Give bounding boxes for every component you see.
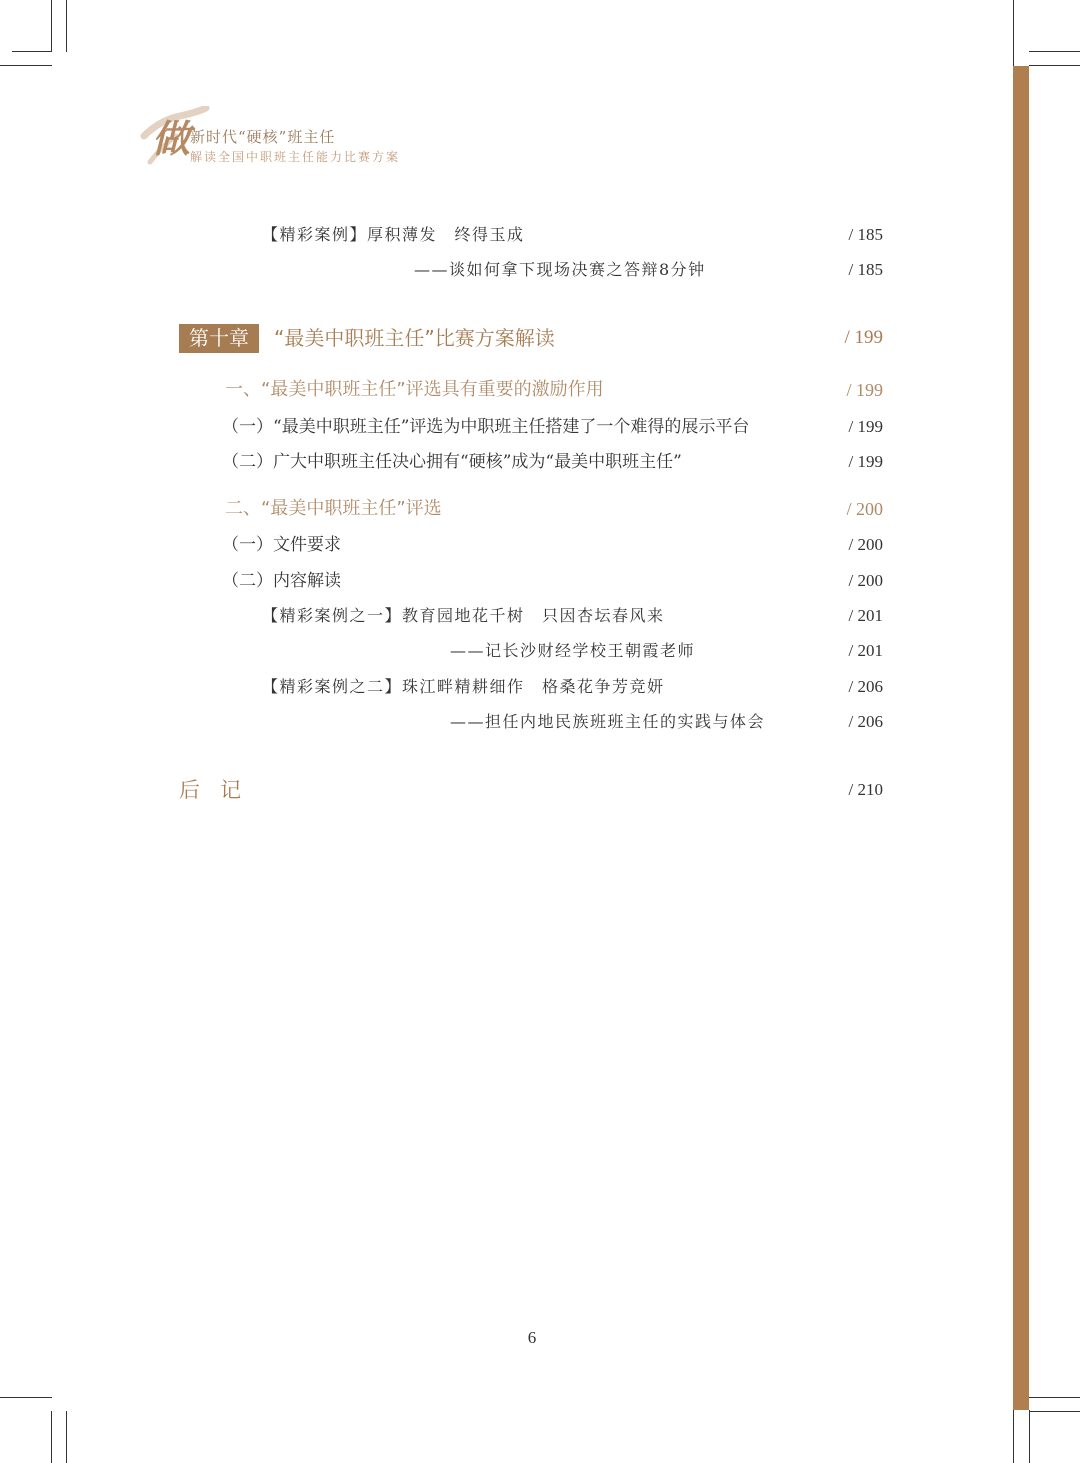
running-header: [140, 104, 440, 174]
crop-mark: [0, 1397, 52, 1398]
toc-subsection-entry[interactable]: [0, 530, 1080, 560]
toc-section-entry[interactable]: [0, 375, 1080, 405]
crop-mark: [66, 0, 67, 52]
toc-entry-page: / 206: [848, 712, 883, 731]
crop-mark: [1029, 51, 1080, 52]
section-page: / 200: [846, 499, 883, 519]
header-logo-char: 做: [152, 116, 191, 161]
subsection-title: （一）“最美中职班主任”评选为中职班主任搭建了一个难得的展示平台: [222, 417, 750, 437]
toc-entry[interactable]: [0, 220, 1080, 250]
crop-mark: [12, 51, 52, 52]
chapter-title: “最美中职班主任”比赛方案解读: [274, 326, 555, 350]
toc-subsection-entry[interactable]: [0, 412, 1080, 442]
crop-mark: [1029, 1410, 1030, 1463]
toc-chapter-entry[interactable]: [0, 323, 1080, 353]
toc-entry-label: 【精彩案例之一】教育园地花千树 只因杏坛春风来: [262, 606, 665, 625]
toc-entry-label: ——谈如何拿下现场决赛之答辩8分钟: [414, 260, 706, 279]
crop-mark: [1029, 1411, 1080, 1412]
afterword-title: 后记: [179, 778, 261, 802]
toc-entry[interactable]: [0, 255, 1080, 285]
crop-mark: [1013, 1410, 1014, 1463]
subsection-title: （二）内容解读: [222, 571, 341, 591]
subsection-title: （一）文件要求: [222, 535, 341, 555]
toc-entry-label: ——担任内地民族班班主任的实践与体会: [450, 712, 766, 731]
toc-entry-page: / 185: [848, 260, 883, 279]
header-series-title: 新时代“硬核”班主任: [190, 128, 336, 146]
crop-mark: [1029, 1397, 1080, 1398]
toc-subsection-entry[interactable]: [0, 447, 1080, 477]
toc-entry-label: ——记长沙财经学校王朝霞老师: [450, 641, 696, 660]
crop-mark: [66, 1411, 67, 1463]
toc-entry-page: / 201: [848, 606, 883, 625]
crop-mark: [51, 0, 52, 52]
subsection-page: / 200: [848, 535, 883, 554]
chapter-badge: 第十章: [179, 324, 259, 353]
toc-entry[interactable]: [0, 636, 1080, 666]
toc-entry[interactable]: [0, 601, 1080, 631]
subsection-page: / 199: [848, 417, 883, 436]
crop-mark: [51, 1411, 52, 1463]
toc-entry-page: / 206: [848, 677, 883, 696]
crop-mark: [1029, 65, 1080, 66]
header-book-subtitle: 解读全国中职班主任能力比赛方案: [190, 150, 401, 164]
afterword-page: / 210: [848, 780, 883, 799]
toc-entry[interactable]: [0, 672, 1080, 702]
subsection-page: / 200: [848, 571, 883, 590]
section-title: 一、“最美中职班主任”评选具有重要的激励作用: [225, 379, 604, 400]
toc-entry[interactable]: [0, 707, 1080, 737]
crop-mark: [1013, 0, 1014, 66]
subsection-page: / 199: [848, 452, 883, 471]
page-number: 6: [527, 1328, 537, 1347]
toc-entry-label: 【精彩案例】厚积薄发 终得玉成: [262, 225, 525, 244]
toc-entry-page: / 201: [848, 641, 883, 660]
toc-entry-label: 【精彩案例之二】珠江畔精耕细作 格桑花争芳竞妍: [262, 677, 665, 696]
toc-afterword-entry[interactable]: [0, 775, 1080, 805]
subsection-title: （二）广大中职班主任决心拥有“硬核”成为“最美中职班主任”: [222, 452, 682, 472]
toc-subsection-entry[interactable]: [0, 566, 1080, 596]
section-title: 二、“最美中职班主任”评选: [225, 498, 442, 519]
section-page: / 199: [846, 380, 883, 400]
chapter-page: / 199: [844, 327, 883, 348]
crop-mark: [0, 65, 52, 66]
toc-section-entry[interactable]: [0, 494, 1080, 524]
toc-entry-page: / 185: [848, 225, 883, 244]
